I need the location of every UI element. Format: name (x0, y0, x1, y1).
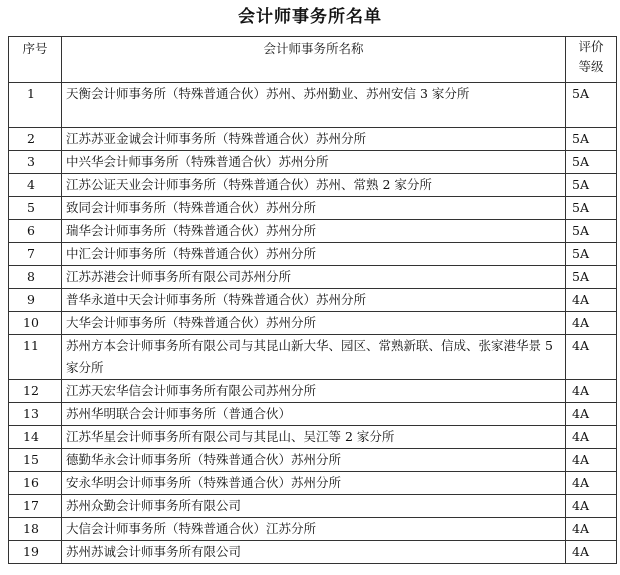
table-row (9, 335, 617, 380)
firm-name: 苏州苏诚会计师事务所有限公司 (62, 541, 566, 564)
table-header (9, 37, 617, 83)
rating-grade: 4A (566, 335, 617, 380)
table-row (9, 518, 617, 541)
table-row (9, 220, 617, 243)
table-body (9, 83, 617, 564)
rating-grade: 5A (566, 266, 617, 289)
table-row (9, 174, 617, 197)
header-rating-line1: 评价 (578, 39, 604, 54)
table-row (9, 541, 617, 564)
row-number: 19 (9, 541, 62, 564)
firm-list-table (8, 36, 617, 564)
firm-name: 致同会计师事务所（特殊普通合伙）苏州分所 (62, 197, 566, 220)
row-number: 12 (9, 380, 62, 403)
firm-name: 瑞华会计师事务所（特殊普通合伙）苏州分所 (62, 220, 566, 243)
row-number: 3 (9, 151, 62, 174)
table-row (9, 495, 617, 518)
row-number: 18 (9, 518, 62, 541)
table-row (9, 197, 617, 220)
firm-name: 江苏苏港会计师事务所有限公司苏州分所 (62, 266, 566, 289)
row-number: 4 (9, 174, 62, 197)
rating-grade: 4A (566, 518, 617, 541)
rating-grade: 5A (566, 83, 617, 128)
firm-name: 安永华明会计师事务所（特殊普通合伙）苏州分所 (62, 472, 566, 495)
row-number: 5 (9, 197, 62, 220)
row-number: 8 (9, 266, 62, 289)
firm-name: 普华永道中天会计师事务所（特殊普通合伙）苏州分所 (62, 289, 566, 312)
document-title: 会计师事务所名单 (238, 7, 382, 27)
rating-grade: 4A (566, 380, 617, 403)
row-number: 17 (9, 495, 62, 518)
header-rating-line2: 等级 (578, 59, 604, 74)
row-number: 10 (9, 312, 62, 335)
row-number: 6 (9, 220, 62, 243)
rating-grade: 5A (566, 197, 617, 220)
table-row (9, 243, 617, 266)
firm-name: 江苏公证天业会计师事务所（特殊普通合伙）苏州、常熟 2 家分所 (62, 174, 566, 197)
rating-grade: 5A (566, 174, 617, 197)
row-number: 13 (9, 403, 62, 426)
firm-name: 苏州华明联合会计师事务所（普通合伙） (62, 403, 566, 426)
table-row (9, 380, 617, 403)
rating-grade: 4A (566, 472, 617, 495)
row-number: 15 (9, 449, 62, 472)
rating-grade: 5A (566, 128, 617, 151)
rating-grade: 4A (566, 289, 617, 312)
firm-name: 天衡会计师事务所（特殊普通合伙）苏州、苏州勤业、苏州安信 3 家分所 (62, 83, 566, 128)
firm-name: 中兴华会计师事务所（特殊普通合伙）苏州分所 (62, 151, 566, 174)
rating-grade: 4A (566, 541, 617, 564)
row-number: 16 (9, 472, 62, 495)
table-row (9, 128, 617, 151)
header-firm-name: 会计师事务所名称 (62, 37, 566, 83)
rating-grade: 4A (566, 312, 617, 335)
rating-grade: 5A (566, 243, 617, 266)
rating-grade: 4A (566, 426, 617, 449)
firm-name: 苏州方本会计师事务所有限公司与其昆山新大华、园区、常熟新联、信成、张家港华景 5 家分所 (62, 335, 566, 380)
row-number: 9 (9, 289, 62, 312)
table-row (9, 151, 617, 174)
table-row (9, 83, 617, 128)
header-row (9, 37, 617, 83)
firm-name: 江苏华星会计师事务所有限公司与其昆山、吴江等 2 家分所 (62, 426, 566, 449)
table-row (9, 266, 617, 289)
table-row (9, 472, 617, 495)
rating-grade: 4A (566, 449, 617, 472)
row-number: 2 (9, 128, 62, 151)
table-row (9, 449, 617, 472)
firm-name: 大华会计师事务所（特殊普通合伙）苏州分所 (62, 312, 566, 335)
firm-name: 大信会计师事务所（特殊普通合伙）江苏分所 (62, 518, 566, 541)
row-number: 7 (9, 243, 62, 266)
firm-name: 江苏天宏华信会计师事务所有限公司苏州分所 (62, 380, 566, 403)
header-serial-number: 序号 (9, 37, 62, 83)
firm-name: 德勤华永会计师事务所（特殊普通合伙）苏州分所 (62, 449, 566, 472)
table-row (9, 403, 617, 426)
firm-name: 苏州众勤会计师事务所有限公司 (62, 495, 566, 518)
table-row (9, 312, 617, 335)
rating-grade: 4A (566, 495, 617, 518)
rating-grade: 4A (566, 403, 617, 426)
rating-grade: 5A (566, 151, 617, 174)
row-number: 1 (9, 83, 62, 128)
rating-grade: 5A (566, 220, 617, 243)
row-number: 11 (9, 335, 62, 380)
row-number: 14 (9, 426, 62, 449)
table-row (9, 426, 617, 449)
header-rating-grade (566, 37, 617, 83)
firm-name: 中汇会计师事务所（特殊普通合伙）苏州分所 (62, 243, 566, 266)
table-row (9, 289, 617, 312)
firm-name: 江苏苏亚金诚会计师事务所（特殊普通合伙）苏州分所 (62, 128, 566, 151)
